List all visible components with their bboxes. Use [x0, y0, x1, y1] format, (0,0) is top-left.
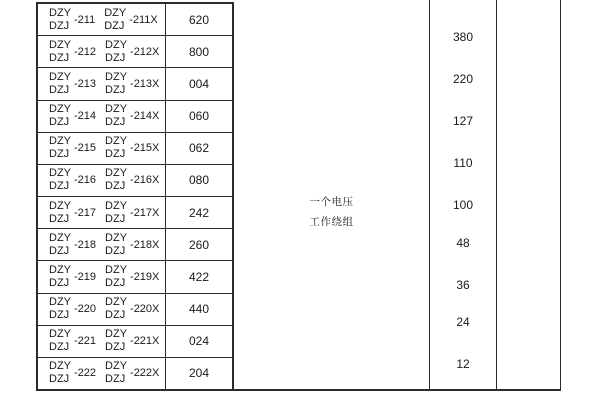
model-series-top: DZY: [105, 231, 128, 244]
model-cell: [38, 68, 166, 99]
model-series-bottom: DZJ: [49, 116, 70, 129]
model-suffix-left: -217: [74, 206, 97, 219]
voltage-value: 380: [452, 30, 474, 44]
model-series-top: DZY: [49, 328, 71, 341]
model-series-top: DZY: [49, 70, 71, 83]
model-series-right: [104, 7, 126, 33]
voltage-value: 48: [456, 236, 470, 250]
model-series-top: DZY: [105, 70, 128, 83]
model-suffix-right: -211X: [129, 13, 158, 26]
model-series-top: DZY: [105, 263, 128, 276]
model-table: [36, 2, 234, 391]
model-series-bottom: DZJ: [49, 309, 70, 322]
table-row: [38, 133, 232, 165]
model-cell: [38, 358, 166, 389]
value-cell: 440: [188, 302, 210, 317]
model-series-left: [49, 360, 71, 386]
model-series-top: DZY: [49, 296, 71, 309]
model-series-top: DZY: [49, 103, 71, 116]
model-series-left: [49, 135, 71, 161]
model-cell: [38, 294, 166, 325]
table-row: [38, 326, 232, 358]
model-series-bottom: DZJ: [105, 180, 126, 193]
model-series-top: DZY: [105, 135, 128, 148]
model-series-bottom: DZJ: [105, 373, 126, 386]
model-cell: [38, 133, 166, 164]
model-suffix-right: -215X: [130, 142, 160, 155]
model-suffix-left: -216: [74, 174, 97, 187]
model-series-right: [105, 360, 127, 386]
model-cell: [38, 326, 166, 357]
voltage-value: 12: [456, 357, 470, 371]
model-series-bottom: DZJ: [105, 276, 126, 289]
model-series-top: DZY: [49, 231, 71, 244]
winding-label-line2: 工作绕组: [309, 216, 354, 228]
model-suffix-left: -221: [74, 335, 97, 348]
model-series-top: DZY: [105, 199, 128, 212]
table-row: [38, 229, 232, 261]
model-suffix-left: -215: [74, 142, 97, 155]
model-series-top: DZY: [105, 38, 128, 51]
model-series-top: DZY: [49, 167, 71, 180]
model-series-left: [49, 71, 71, 97]
model-series-bottom: DZJ: [49, 373, 70, 386]
model-series-bottom: DZJ: [49, 276, 70, 289]
model-series-top: DZY: [105, 296, 128, 309]
table-row: [38, 358, 232, 389]
model-suffix-left: -218: [74, 238, 97, 251]
model-series-top: DZY: [49, 263, 71, 276]
value-cell: 422: [188, 269, 210, 284]
model-series-bottom: DZJ: [49, 51, 70, 64]
model-series-right: [105, 264, 127, 290]
table-row: [38, 261, 232, 293]
model-series-top: DZY: [49, 38, 71, 51]
model-series-bottom: DZJ: [105, 212, 126, 225]
model-cell: [38, 36, 166, 67]
model-cell: [38, 261, 166, 292]
model-series-bottom: DZJ: [105, 83, 126, 96]
model-series-top: DZY: [49, 199, 71, 212]
model-series-left: [49, 7, 71, 33]
model-series-bottom: DZJ: [49, 19, 70, 32]
voltage-column: [430, 0, 497, 391]
value-cell: 800: [188, 44, 210, 59]
model-suffix-left: -222: [74, 367, 97, 380]
table-row: [38, 294, 232, 326]
voltage-value: 24: [456, 315, 470, 329]
model-series-bottom: DZJ: [104, 19, 125, 32]
voltage-value: 100: [452, 198, 474, 212]
model-series-top: DZY: [105, 360, 128, 373]
model-series-right: [105, 71, 127, 97]
model-suffix-left: -219: [74, 270, 97, 283]
model-series-bottom: DZJ: [49, 83, 70, 96]
model-series-left: [49, 103, 71, 129]
voltage-value: 127: [452, 114, 474, 128]
model-suffix-right: -212X: [130, 45, 160, 58]
model-cell: [38, 165, 166, 196]
model-series-top: DZY: [105, 167, 128, 180]
table-row: [38, 197, 232, 229]
model-series-top: DZY: [104, 6, 127, 19]
model-series-left: [49, 167, 71, 193]
model-cell: [38, 4, 166, 35]
model-suffix-left: -212: [74, 45, 97, 58]
model-series-right: [105, 200, 127, 226]
table-row: [38, 4, 232, 36]
model-series-bottom: DZJ: [49, 244, 70, 257]
winding-label-line1: 一个电压: [309, 196, 354, 208]
model-series-top: DZY: [105, 328, 128, 341]
model-suffix-left: -214: [74, 110, 97, 123]
model-suffix-right: -213X: [130, 77, 160, 90]
empty-column: [497, 0, 561, 391]
model-suffix-right: -217X: [130, 206, 160, 219]
model-suffix-right: -214X: [130, 110, 160, 123]
model-series-right: [105, 135, 127, 161]
model-suffix-left: -213: [74, 77, 97, 90]
model-series-right: [105, 328, 127, 354]
model-suffix-left: -211: [74, 13, 96, 26]
value-cell: 060: [188, 109, 210, 124]
model-series-bottom: DZJ: [105, 51, 126, 64]
model-series-top: DZY: [49, 6, 71, 19]
value-cell: 260: [188, 237, 210, 252]
model-series-bottom: DZJ: [49, 180, 70, 193]
model-suffix-left: -220: [74, 303, 97, 316]
model-series-left: [49, 328, 71, 354]
model-series-right: [105, 296, 127, 322]
model-suffix-right: -221X: [130, 335, 160, 348]
voltage-value: 220: [452, 72, 474, 86]
model-series-bottom: DZJ: [105, 341, 126, 354]
table-row: [38, 101, 232, 133]
model-series-left: [49, 200, 71, 226]
model-series-right: [105, 232, 127, 258]
model-series-left: [49, 232, 71, 258]
model-series-left: [49, 39, 71, 65]
value-cell: 062: [188, 141, 210, 156]
table-row: [38, 68, 232, 100]
value-cell: 024: [188, 334, 210, 349]
model-series-top: DZY: [49, 360, 71, 373]
model-series-bottom: DZJ: [105, 116, 126, 129]
model-suffix-right: -222X: [130, 367, 160, 380]
model-series-right: [105, 103, 127, 129]
winding-label: [234, 195, 429, 235]
value-cell: 080: [188, 173, 210, 188]
model-series-bottom: DZJ: [105, 148, 126, 161]
value-cell: 242: [188, 205, 210, 220]
model-suffix-right: -219X: [130, 270, 160, 283]
value-cell: 004: [188, 76, 210, 91]
winding-label-column: [234, 0, 430, 391]
model-series-top: DZY: [105, 103, 128, 116]
table-row: [38, 36, 232, 68]
model-series-bottom: DZJ: [49, 212, 70, 225]
model-series-bottom: DZJ: [49, 148, 70, 161]
voltage-value: 36: [456, 278, 470, 292]
voltage-value: 110: [453, 156, 473, 170]
model-series-top: DZY: [49, 135, 71, 148]
model-cell: [38, 197, 166, 228]
model-series-left: [49, 296, 71, 322]
model-suffix-right: -220X: [130, 303, 160, 316]
model-series-bottom: DZJ: [105, 244, 126, 257]
model-series-bottom: DZJ: [49, 341, 70, 354]
model-series-left: [49, 264, 71, 290]
model-cell: [38, 229, 166, 260]
model-cell: [38, 101, 166, 132]
model-suffix-right: -218X: [130, 238, 160, 251]
table-row: [38, 165, 232, 197]
model-suffix-right: -216X: [130, 174, 160, 187]
value-cell: 620: [188, 12, 210, 27]
model-series-bottom: DZJ: [105, 309, 126, 322]
model-series-right: [105, 167, 127, 193]
model-series-right: [105, 39, 127, 65]
value-cell: 204: [188, 366, 210, 381]
